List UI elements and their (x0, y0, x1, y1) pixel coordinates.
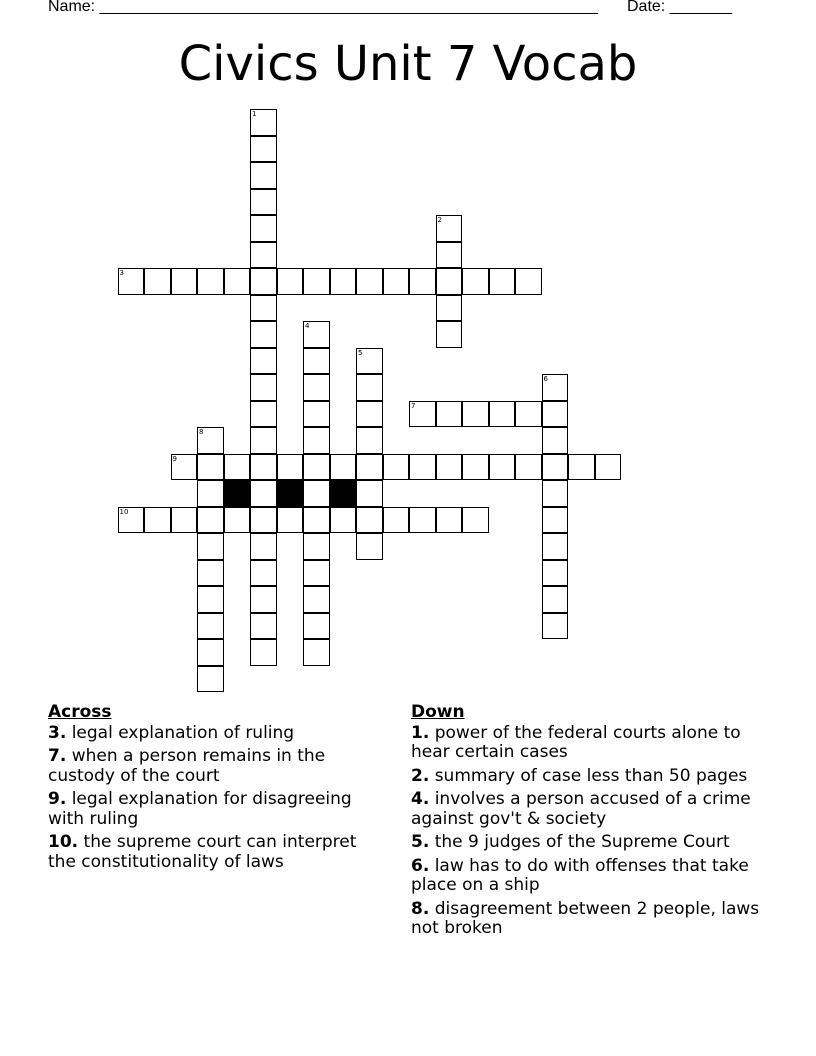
grid-cell (224, 268, 251, 295)
grid-cell (436, 507, 463, 534)
grid-cell (303, 427, 330, 454)
grid-cell (277, 454, 304, 481)
grid-cell (118, 268, 145, 295)
grid-cell (356, 348, 383, 375)
grid-cell (542, 613, 569, 640)
clue-text: involves a person accused of a crime against gov't & society (411, 789, 751, 829)
grid-cell (436, 268, 463, 295)
grid-cell (197, 666, 224, 693)
clue-number-label: 10 (119, 507, 129, 516)
across-clue-10 (48, 833, 388, 872)
grid-cell (250, 295, 277, 322)
grid-cell (250, 189, 277, 216)
grid-cell (303, 454, 330, 481)
grid-cell (197, 613, 224, 640)
grid-cell (197, 639, 224, 666)
down-clue-1 (411, 724, 761, 763)
clue-text: when a person remains in the custody of the court (48, 746, 326, 786)
grid-cell (383, 268, 410, 295)
across-clue-7 (48, 747, 388, 786)
grid-cell (356, 454, 383, 481)
down-heading: Down (411, 702, 465, 722)
date-field-label: Date: _______ (627, 0, 732, 15)
grid-cell (542, 427, 569, 454)
grid-cell (250, 586, 277, 613)
grid-cell (515, 454, 542, 481)
grid-cell (436, 242, 463, 269)
grid-cell (515, 268, 542, 295)
clue-number-label: 8 (199, 428, 204, 436)
clue-text: the 9 judges of the Supreme Court (434, 832, 730, 852)
grid-cell (144, 507, 171, 534)
grid-cell (277, 507, 304, 534)
grid-cell (436, 215, 463, 242)
clue-number: 8. (411, 898, 430, 919)
clue-number-label: 5 (358, 348, 363, 357)
grid-cell (542, 454, 569, 481)
grid-cell (250, 560, 277, 587)
grid-cell (303, 613, 330, 640)
grid-cell (303, 639, 330, 666)
grid-cell (250, 215, 277, 242)
grid-cell (171, 268, 198, 295)
down-clue-6 (411, 857, 761, 896)
across-heading: Across (48, 702, 112, 722)
black-cell (277, 480, 304, 507)
clue-number-label: 1 (252, 110, 257, 118)
clue-number-label: 3 (119, 269, 124, 277)
grid-cell (303, 533, 330, 560)
down-clue-5 (411, 833, 761, 853)
grid-cell (356, 401, 383, 428)
clue-text: disagreement between 2 people, laws not broken (411, 898, 760, 938)
grid-cell (409, 454, 436, 481)
grid-cell (277, 268, 304, 295)
grid-cell (542, 401, 569, 428)
grid-cell (542, 507, 569, 534)
grid-cell (197, 586, 224, 613)
clue-number: 1. (411, 722, 430, 743)
clue-text: the supreme court can interpret the constitutionality of laws (48, 832, 357, 872)
grid-cell (330, 507, 357, 534)
grid-cell (489, 268, 516, 295)
clue-number: 4. (411, 789, 430, 809)
grid-cell (250, 639, 277, 666)
name-field-label: Name: ________________________________________________________ (48, 0, 598, 15)
page-title: Civics Unit 7 Vocab (178, 36, 638, 92)
grid-cell (197, 507, 224, 534)
grid-cell (595, 454, 622, 481)
grid-cell (436, 401, 463, 428)
down-clue-4 (411, 790, 761, 829)
grid-cell (197, 533, 224, 560)
grid-cell (250, 374, 277, 401)
grid-cell (224, 507, 251, 534)
grid-cell (330, 268, 357, 295)
clue-number-label: 6 (543, 375, 548, 383)
across-clue-9 (48, 790, 388, 829)
clue-number: 2. (411, 765, 430, 786)
grid-cell (356, 374, 383, 401)
grid-cell (197, 480, 224, 507)
grid-cell (224, 454, 251, 481)
grid-cell (436, 321, 463, 348)
grid-cell (542, 374, 569, 401)
grid-cell (250, 348, 277, 375)
grid-cell (383, 507, 410, 534)
grid-cell (303, 321, 330, 348)
grid-cell (330, 454, 357, 481)
grid-cell (250, 480, 277, 507)
grid-cell (250, 162, 277, 189)
grid-cell (542, 560, 569, 587)
grid-cell (250, 613, 277, 640)
clue-number-label: 9 (172, 454, 177, 463)
grid-cell (197, 427, 224, 454)
black-cell (224, 480, 251, 507)
clue-number: 5. (411, 832, 430, 852)
grid-cell (356, 480, 383, 507)
grid-cell (356, 507, 383, 534)
grid-cell (303, 507, 330, 534)
grid-cell (118, 507, 145, 534)
grid-cell (515, 401, 542, 428)
grid-cell (250, 454, 277, 481)
clue-number-label: 2 (437, 216, 442, 224)
grid-cell (436, 454, 463, 481)
grid-cell (197, 268, 224, 295)
clue-number: 9. (48, 789, 67, 809)
grid-cell (462, 401, 489, 428)
clue-text: summary of case less than 50 pages (434, 765, 748, 786)
grid-cell (250, 401, 277, 428)
grid-cell (250, 136, 277, 163)
grid-cell (250, 242, 277, 269)
down-clues (411, 703, 761, 943)
grid-cell (144, 268, 171, 295)
grid-cell (171, 507, 198, 534)
clue-text: law has to do with offenses that take place on a ship (411, 855, 749, 895)
grid-cell (436, 295, 463, 322)
grid-cell (303, 586, 330, 613)
grid-cell (171, 454, 198, 481)
grid-cell (303, 268, 330, 295)
clue-text: legal explanation for disagreeing with ruling (48, 789, 352, 829)
across-clues (48, 703, 388, 876)
grid-cell (250, 321, 277, 348)
across-clue-3 (48, 724, 388, 744)
grid-cell (303, 348, 330, 375)
grid-cell (489, 454, 516, 481)
grid-cell (303, 560, 330, 587)
grid-cell (250, 109, 277, 136)
grid-cell (409, 401, 436, 428)
down-clue-2 (411, 767, 761, 787)
grid-cell (197, 560, 224, 587)
clue-number: 10. (48, 832, 79, 852)
clue-number-label: 4 (305, 322, 310, 330)
grid-cell (197, 454, 224, 481)
grid-cell (356, 268, 383, 295)
grid-cell (489, 401, 516, 428)
clue-number: 6. (411, 855, 430, 876)
grid-cell (542, 480, 569, 507)
grid-cell (356, 427, 383, 454)
grid-cell (542, 533, 569, 560)
grid-cell (462, 268, 489, 295)
grid-cell (303, 480, 330, 507)
black-cell (330, 480, 357, 507)
grid-cell (462, 454, 489, 481)
grid-cell (383, 454, 410, 481)
grid-cell (409, 268, 436, 295)
grid-cell (409, 507, 436, 534)
grid-cell (356, 533, 383, 560)
grid-cell (250, 268, 277, 295)
grid-cell (250, 533, 277, 560)
clue-number: 3. (48, 722, 67, 743)
grid-cell (303, 401, 330, 428)
grid-cell (542, 586, 569, 613)
clue-number-label: 7 (411, 401, 416, 410)
grid-cell (250, 427, 277, 454)
grid-cell (250, 507, 277, 534)
clue-number: 7. (48, 746, 67, 766)
grid-cell (462, 507, 489, 534)
clue-text: legal explanation of ruling (71, 722, 295, 743)
grid-cell (303, 374, 330, 401)
grid-cell (568, 454, 595, 481)
down-clue-8 (411, 900, 761, 939)
clue-text: power of the federal courts alone to hear certain cases (411, 722, 741, 762)
